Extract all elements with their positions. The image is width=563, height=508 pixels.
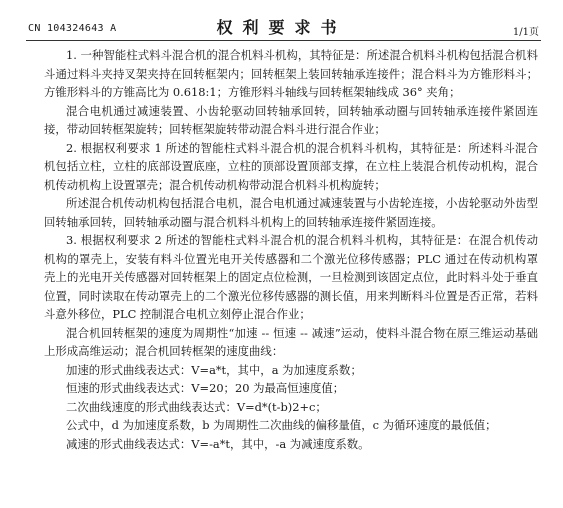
claim-3-paragraph: 3. 根据权利要求 2 所述的智能柱式料斗混合机的混合机料斗机构，其特征是：在混合机传动机构的罩壳上，安装有料斗位置光电开关传感器和二个激光位移传感器；PLC 通过在传动机构罩壳上的光电开关传感器对回转框架上的固定点位检测，一旦检测到该固定点位，此时料斗处于垂直位置，同时读取在传动罩壳上的二个激光位移传感器的测长值，用来判断料斗位置是否正常，若料斗意外移位，PLC 控制混合电机立刻停止混合作业； xyxy=(44,233,538,321)
claims-body xyxy=(44,46,538,453)
formula-quadratic: 二次曲线速度的形式曲线表达式：V=d*(t-b)2+c； xyxy=(66,399,327,414)
publication-number: CN 104324643 A xyxy=(28,23,117,34)
formula-legend: 公式中，d 为加速度系数，b 为周期性二次曲线的偏移量值，c 为循环速度的最低值； xyxy=(66,418,497,432)
document-title: 权利要求书 xyxy=(216,18,347,37)
formula-constant-speed: 恒速的形式曲线表达式：V=20；20 为最高恒速度值； xyxy=(66,381,345,395)
claim-2-continuation: 所述混合机传动机构包括混合电机，混合电机通过减速装置与小齿轮连接，小齿轮驱动外齿型回转轴承回转，回转轴承动圈与混合机料斗机构上的回转轴承连接件紧固连接。 xyxy=(44,196,538,229)
page-header xyxy=(0,0,563,40)
header-divider xyxy=(26,40,541,41)
formula-acceleration: 加速的形式曲线表达式：V=a*t，其中，a 为加速度系数； xyxy=(66,362,362,377)
claim-1-paragraph: 1. 一种智能柱式料斗混合机的混合机料斗机构，其特征是：所述混合机料斗机构包括混合机料斗通过料斗夹持叉架夹持在回转框架内；回转框架上装回转轴承连接件；混合料斗为方锥形料斗；方锥形料斗的方锥高比为 0.618:1；方锥形料斗轴线与回转框架轴线成 36° 夹角； xyxy=(44,48,538,99)
claim-2-paragraph: 2. 根据权利要求 1 所述的智能柱式料斗混合机的混合机料斗机构，其特征是：所述料斗混合机包括立柱，立柱的底部设置底座，立柱的顶部设置顶部支撑，在立柱上装混合机传动机构，混合机传动机构上设置罩壳；混合机传动机构带动混合机料斗机构旋转； xyxy=(44,140,538,192)
claim-3-speed-description: 混合机回转框架的速度为周期性“加速 -- 恒速 -- 减速”运动，使料斗混合物在原三维运动基础上形成高维运动；混合机回转框架的速度曲线： xyxy=(44,325,538,358)
page-number: 1/1页 xyxy=(512,27,539,38)
claim-1-continuation: 混合电机通过减速装置、小齿轮驱动回转轴承回转，回转轴承动圈与回转轴承连接件紧固连接，带动回转框架旋转；回转框架旋转带动混合料斗进行混合作业； xyxy=(44,103,538,136)
formula-deceleration: 减速的形式曲线表达式：V=-a*t，其中，-a 为减速度系数。 xyxy=(66,436,370,451)
